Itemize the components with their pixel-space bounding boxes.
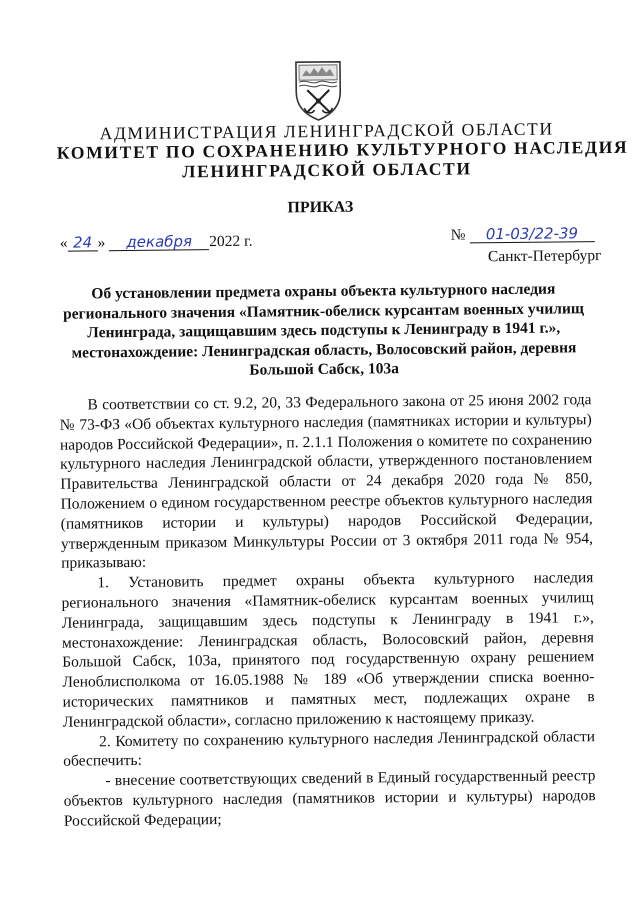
- committee-name-line1: КОМИТЕТ ПО СОХРАНЕНИЮ КУЛЬТУРНОГО НАСЛЕДИЯ: [56, 136, 629, 163]
- date-day: 24: [67, 234, 97, 251]
- date-open-quote: «: [59, 234, 68, 252]
- document-body: [59, 390, 596, 831]
- item-2-sub-1-paragraph: - внесение соответствующих сведений в Единый государственный реестр объектов культурного наследия (памятников истории и культуры) народов Российской Федерации;: [63, 767, 596, 830]
- date-close-quote: »: [97, 234, 106, 252]
- number-prefix: №: [450, 226, 466, 244]
- item-2-paragraph: 2. Комитету по сохранению культурного наследия Ленинградской области обеспечить:: [63, 727, 596, 771]
- administration-name: АДМИНИСТРАЦИЯ ЛЕНИНГРАДСКОЙ ОБЛАСТИ: [99, 118, 554, 144]
- committee-name-line2: ЛЕНИНГРАДСКОЙ ОБЛАСТИ: [182, 158, 472, 182]
- document-title: Об установлении предмета охраны объекта культурного наследия регионального значения «Памятник-обелиск курсантам военных училищ Ленинграда, защищавшим здесь подступы к Ленинграду в 1941 г.», местонахождение: Ленинградская область, Волосовский район, деревня Большой Сабск, 103а: [63, 280, 585, 379]
- coat-of-arms-icon: [292, 58, 345, 123]
- intro-paragraph: В соответствии со ст. 9.2, 20, 33 Федерального закона от 25 июня 2002 года № 73-ФЗ «Об объектах культурного наследия (памятниках истории и культуры) народов Российской Федерации», п. 2.1.1 Положения о комитете по сохранению культурного наследия Ленинградской области, утвержденного постановлением Правительства Ленинградской области от 24 декабря 2020 года № 850, Положением о едином государственном реестре объектов культурного наследия (памятников истории и культуры) народов Российской Федерации, утвержденным приказом Минкультуры России от 3 октября 2011 года № 954, приказываю:: [59, 391, 594, 573]
- number-value: 01-03/22-39: [469, 225, 594, 243]
- date-year: 2022 г.: [209, 232, 253, 251]
- city: Санкт-Петербург: [487, 247, 602, 266]
- order-number: [451, 225, 595, 245]
- date-month: декабря: [109, 233, 209, 251]
- item-1-paragraph: 1. Установить предмет охраны объекта культурного наследия регионального значения «Памятник-обелиск курсантам военных училищ Ленинграда, защищавшим здесь подступы к Ленинграду в 1941 г.», местонахождение: Ленинградская область, Волосовский район, деревня Большой Сабск, 103а, принятого под государственную охрану решением Леноблисполкома от 16.05.1988 № 189 «Об утверждении списка военно-исторических памятников и памятных мест, подлежащих охране в Ленинградской области», согласно приложению к настоящему приказу.: [61, 569, 595, 731]
- order-title: ПРИКАЗ: [287, 198, 354, 217]
- order-date: [60, 233, 253, 253]
